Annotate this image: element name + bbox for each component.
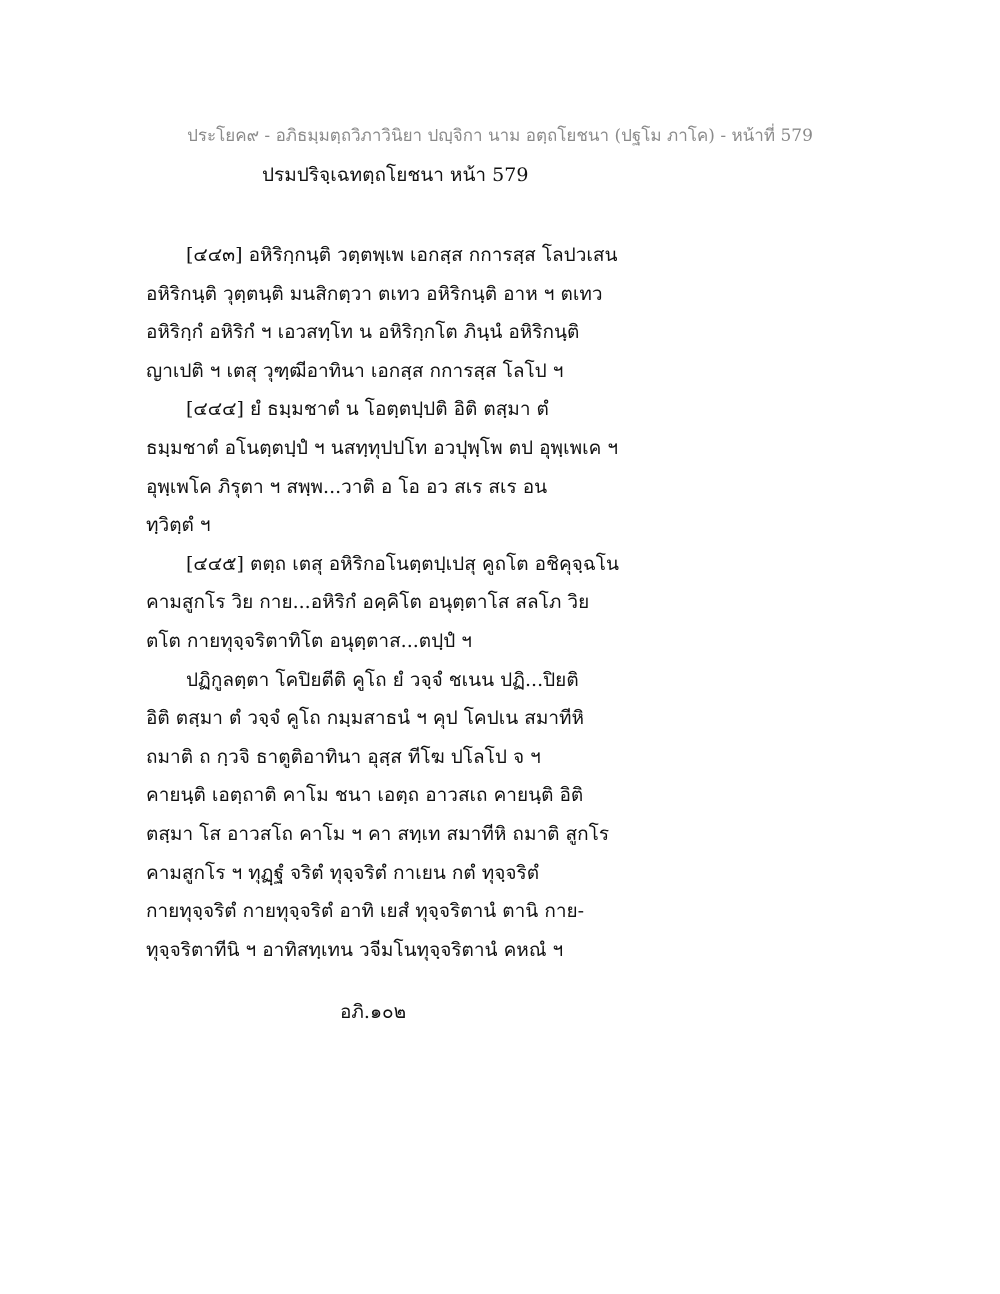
text-line: [๔๔๔] ยํ ธมฺมชาตํ น โอตฺตปฺปติ อิติ ตสฺมา ตํ — [186, 398, 549, 421]
text-line: ทุจฺจริตาทีนิ ฯ อาทิสทฺเทน วจีมโนทุจฺจริตานํ คหณํ ฯ — [146, 938, 564, 961]
text-line: ปฏิกูลตฺตา โคปิยตีติ คูโถ ยํ วจฺจํ ชเนน ปฏิ...ปิยติ — [186, 668, 579, 691]
section-title: ปรมปริจฺเฉทตฺถโยชนา หน้า 579 — [262, 164, 529, 186]
text-line: ญาเปติ ฯ เตสุ วุฑฺฒีอาทินา เอกสฺส กการสฺส โลโป ฯ — [146, 359, 564, 382]
text-line: อหิริกฺกํ อหิริกํ ฯ เอวสทฺโท น อหิริกฺกโต ภินฺนํ อหิริกนฺติ — [146, 321, 580, 344]
text-line: กายทุจฺจริตํ กายทุจฺจริตํ อาทิ เยสํ ทุจฺจริตานํ ตานิ กาย- — [146, 900, 585, 923]
text-line: ธมฺมชาตํ อโนตฺตปฺปํ ฯ นสทฺทุปปโท อวปุพฺโพ ตป อุพฺเพเค ฯ — [146, 436, 619, 459]
text-line: [๔๔๕] ตตฺถ เตสุ อหิริกอโนตฺตปฺเปสุ คูถโต อชิคุจฺฉโน — [186, 552, 619, 575]
text-line: ตโต กายทุจฺจริตาทิโต อนุตฺตาส...ตปฺปํ ฯ — [146, 629, 472, 652]
text-line: คายนฺติ เอตฺถาติ คาโม ชนา เอตฺถ อาวสเถ คายนฺติ อิติ — [146, 784, 584, 807]
text-line: คามสูกโร ฯ ทุฏฺฐํ จริตํ ทุจฺจริตํ กาเยน กตํ ทุจฺจริตํ — [146, 861, 540, 884]
page-footer-marker: อภิ.๑๐๒ — [340, 1001, 407, 1023]
text-line: อิติ ตสฺมา ตํ วจฺจํ คูโถ กมฺมสาธนํ ฯ คุป โคปเน สมาทีหิ — [146, 707, 585, 730]
text-line: ถมาติ ถ กฺวจิ ธาตูติอาทินา อุสฺส ทีโฆ ปโลโป จ ฯ — [146, 745, 541, 768]
text-line: [๔๔๓] อหิริกฺกนฺติ วตฺตพฺเพ เอกสฺส กการสฺส โลปวเสน — [186, 244, 618, 266]
text-line: ตสฺมา โส อาวสโถ คาโม ฯ คา สทฺเท สมาทีหิ ถมาติ สูกโร — [146, 822, 610, 845]
running-header: ประโยค๙ - อภิธมฺมตฺถวิภาวินิยา ปญฺจิกา นาม อตฺถโยชนา (ปฐโม ภาโค) - หน้าที่ 579 — [187, 126, 813, 146]
text-line: อุพฺเพโค ภิรุตา ฯ สพฺพ...วาติ อ โอ อว สเร สเร อน — [146, 475, 548, 498]
text-line: อหิริกนฺติ วุตฺตนฺติ มนสิกตฺวา ตเทว อหิริกนฺติ อาห ฯ ตเทว — [146, 282, 603, 305]
text-line: คามสูกโร วิย กาย...อหิริกํ อคฺคิโต อนุตฺตาโส สลโภ วิย — [146, 591, 590, 614]
body-text — [146, 236, 866, 969]
text-line: ทฺวิตฺตํ ฯ — [146, 514, 211, 537]
